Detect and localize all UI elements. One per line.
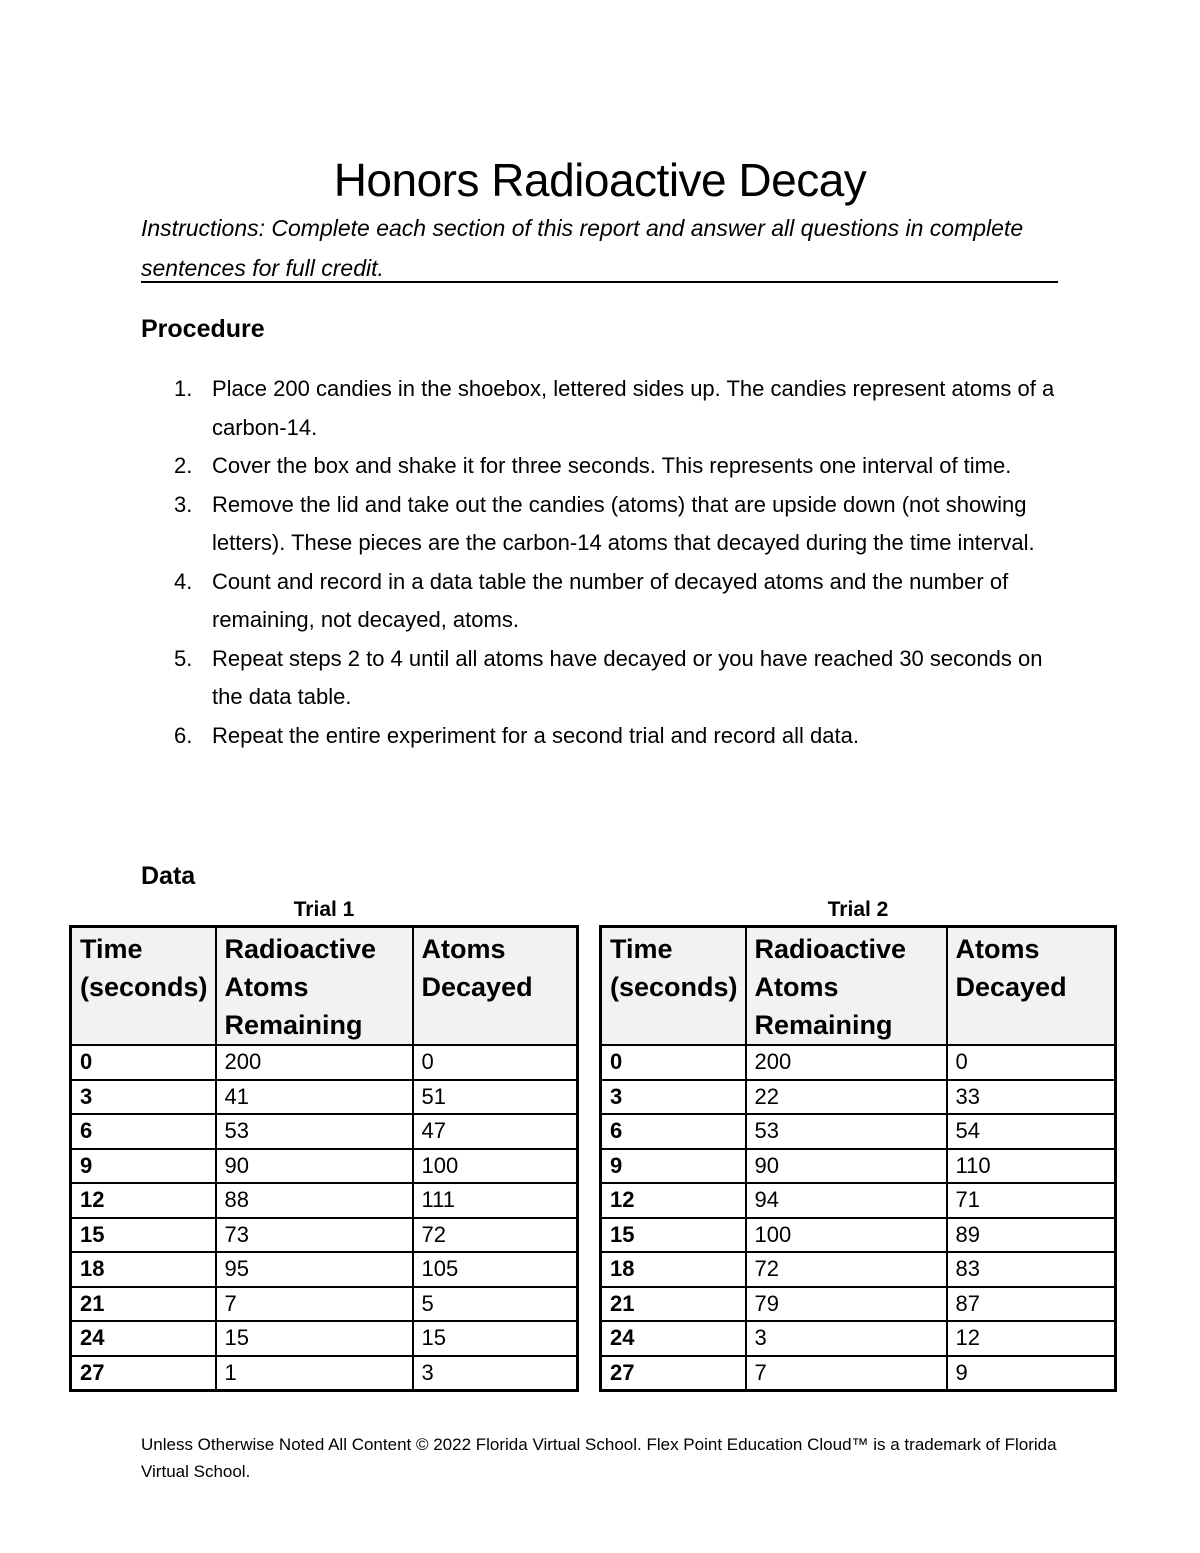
decayed-cell: 111 bbox=[413, 1183, 578, 1218]
table-row bbox=[601, 1356, 1116, 1391]
decayed-cell: 54 bbox=[947, 1114, 1116, 1149]
column-header-decayed: Atoms Decayed bbox=[413, 927, 578, 1046]
step-text: Cover the box and shake it for three seconds. This represents one interval of time. bbox=[212, 453, 1012, 478]
header-divider bbox=[141, 281, 1058, 283]
step-number: 2. bbox=[174, 453, 193, 478]
decayed-cell: 83 bbox=[947, 1252, 1116, 1287]
decayed-cell: 33 bbox=[947, 1080, 1116, 1115]
time-cell: 6 bbox=[71, 1114, 216, 1149]
remaining-cell: 7 bbox=[746, 1356, 947, 1391]
remaining-cell: 7 bbox=[216, 1287, 413, 1322]
remaining-cell: 90 bbox=[216, 1149, 413, 1184]
time-cell: 15 bbox=[601, 1218, 746, 1253]
table-row bbox=[601, 1149, 1116, 1184]
table-row bbox=[601, 1183, 1116, 1218]
time-cell: 12 bbox=[71, 1183, 216, 1218]
decayed-cell: 3 bbox=[413, 1356, 578, 1391]
column-header-remaining: Radioactive Atoms Remaining bbox=[746, 927, 947, 1046]
table-row bbox=[71, 1321, 578, 1356]
decayed-cell: 110 bbox=[947, 1149, 1116, 1184]
step-number: 1. bbox=[174, 376, 193, 401]
decayed-cell: 51 bbox=[413, 1080, 578, 1115]
remaining-cell: 53 bbox=[216, 1114, 413, 1149]
remaining-cell: 15 bbox=[216, 1321, 413, 1356]
table-row bbox=[71, 1080, 578, 1115]
step-text: Repeat steps 2 to 4 until all atoms have decayed or you have reached 30 seconds on the data table. bbox=[212, 645, 1043, 709]
table-row bbox=[71, 1356, 578, 1391]
time-cell: 9 bbox=[601, 1149, 746, 1184]
time-cell: 12 bbox=[601, 1183, 746, 1218]
trial2-label: Trial 2 bbox=[827, 898, 889, 921]
time-cell: 21 bbox=[601, 1287, 746, 1322]
procedure-step bbox=[141, 486, 1058, 563]
remaining-cell: 41 bbox=[216, 1080, 413, 1115]
decayed-cell: 89 bbox=[947, 1218, 1116, 1253]
table-row bbox=[71, 1287, 578, 1322]
decayed-cell: 72 bbox=[413, 1218, 578, 1253]
table-row bbox=[601, 1321, 1116, 1356]
remaining-cell: 100 bbox=[746, 1218, 947, 1253]
page-title: Honors Radioactive Decay bbox=[333, 154, 867, 206]
time-cell: 3 bbox=[601, 1080, 746, 1115]
step-number: 6. bbox=[174, 722, 193, 748]
step-number: 3. bbox=[174, 491, 193, 517]
table-row bbox=[71, 1045, 578, 1080]
table-header-row bbox=[71, 927, 578, 1046]
step-text: Remove the lid and take out the candies (atoms) that are upside down (not showing letters). These pieces are the carbon-14 atoms that decayed during the time interval. bbox=[212, 491, 1035, 555]
procedure-step bbox=[141, 447, 1058, 486]
table-row bbox=[71, 1183, 578, 1218]
table-row bbox=[71, 1149, 578, 1184]
time-cell: 6 bbox=[601, 1114, 746, 1149]
table-header-row bbox=[601, 927, 1116, 1046]
decayed-cell: 15 bbox=[413, 1321, 578, 1356]
time-cell: 24 bbox=[601, 1321, 746, 1356]
time-cell: 27 bbox=[71, 1356, 216, 1391]
time-cell: 0 bbox=[601, 1045, 746, 1080]
decayed-cell: 71 bbox=[947, 1183, 1116, 1218]
time-cell: 27 bbox=[601, 1356, 746, 1391]
remaining-cell: 73 bbox=[216, 1218, 413, 1253]
table-row bbox=[601, 1218, 1116, 1253]
trial1-table bbox=[69, 925, 579, 1392]
remaining-cell: 90 bbox=[746, 1149, 947, 1184]
table-row bbox=[71, 1252, 578, 1287]
table-row bbox=[601, 1045, 1116, 1080]
procedure-heading: Procedure bbox=[141, 315, 265, 343]
remaining-cell: 53 bbox=[746, 1114, 947, 1149]
remaining-cell: 88 bbox=[216, 1183, 413, 1218]
step-text: Repeat the entire experiment for a second trial and record all data. bbox=[212, 722, 859, 748]
table-row bbox=[71, 1114, 578, 1149]
remaining-cell: 1 bbox=[216, 1356, 413, 1391]
column-header-remaining: Radioactive Atoms Remaining bbox=[216, 927, 413, 1046]
column-header-time: Time (seconds) bbox=[71, 927, 216, 1046]
remaining-cell: 72 bbox=[746, 1252, 947, 1287]
trial1-label: Trial 1 bbox=[293, 898, 355, 921]
time-cell: 9 bbox=[71, 1149, 216, 1184]
table-row bbox=[601, 1080, 1116, 1115]
procedure-steps bbox=[141, 370, 1058, 755]
remaining-cell: 22 bbox=[746, 1080, 947, 1115]
procedure-step bbox=[141, 717, 1058, 756]
time-cell: 24 bbox=[71, 1321, 216, 1356]
remaining-cell: 200 bbox=[216, 1045, 413, 1080]
step-number: 5. bbox=[174, 645, 193, 671]
decayed-cell: 100 bbox=[413, 1149, 578, 1184]
table-row bbox=[71, 1218, 578, 1253]
data-heading: Data bbox=[141, 862, 196, 890]
table-row bbox=[601, 1114, 1116, 1149]
time-cell: 15 bbox=[71, 1218, 216, 1253]
copyright-footer: Unless Otherwise Noted All Content © 2022 Florida Virtual School. Flex Point Education Cloud™ is a trademark of Florida Virtual School. bbox=[141, 1435, 1057, 1481]
procedure-step bbox=[141, 640, 1058, 717]
trial2-table bbox=[599, 925, 1117, 1392]
decayed-cell: 105 bbox=[413, 1252, 578, 1287]
decayed-cell: 12 bbox=[947, 1321, 1116, 1356]
remaining-cell: 79 bbox=[746, 1287, 947, 1322]
decayed-cell: 0 bbox=[413, 1045, 578, 1080]
time-cell: 3 bbox=[71, 1080, 216, 1115]
remaining-cell: 3 bbox=[746, 1321, 947, 1356]
decayed-cell: 0 bbox=[947, 1045, 1116, 1080]
instructions-text: Instructions: Complete each section of this report and answer all questions in complete sentences for full credit. bbox=[141, 215, 1024, 281]
remaining-cell: 200 bbox=[746, 1045, 947, 1080]
column-header-time: Time (seconds) bbox=[601, 927, 746, 1046]
step-text: Place 200 candies in the shoebox, lettered sides up. The candies represent atoms of a carbon-14. bbox=[212, 376, 1055, 440]
procedure-step bbox=[141, 563, 1058, 640]
remaining-cell: 95 bbox=[216, 1252, 413, 1287]
decayed-cell: 5 bbox=[413, 1287, 578, 1322]
time-cell: 18 bbox=[601, 1252, 746, 1287]
decayed-cell: 47 bbox=[413, 1114, 578, 1149]
procedure-step bbox=[141, 370, 1058, 447]
decayed-cell: 87 bbox=[947, 1287, 1116, 1322]
decayed-cell: 9 bbox=[947, 1356, 1116, 1391]
column-header-decayed: Atoms Decayed bbox=[947, 927, 1116, 1046]
step-number: 4. bbox=[174, 568, 193, 594]
table-row bbox=[601, 1287, 1116, 1322]
table-row bbox=[601, 1252, 1116, 1287]
time-cell: 21 bbox=[71, 1287, 216, 1322]
remaining-cell: 94 bbox=[746, 1183, 947, 1218]
step-text: Count and record in a data table the number of decayed atoms and the number of remaining, not decayed, atoms. bbox=[212, 568, 1009, 632]
time-cell: 18 bbox=[71, 1252, 216, 1287]
time-cell: 0 bbox=[71, 1045, 216, 1080]
